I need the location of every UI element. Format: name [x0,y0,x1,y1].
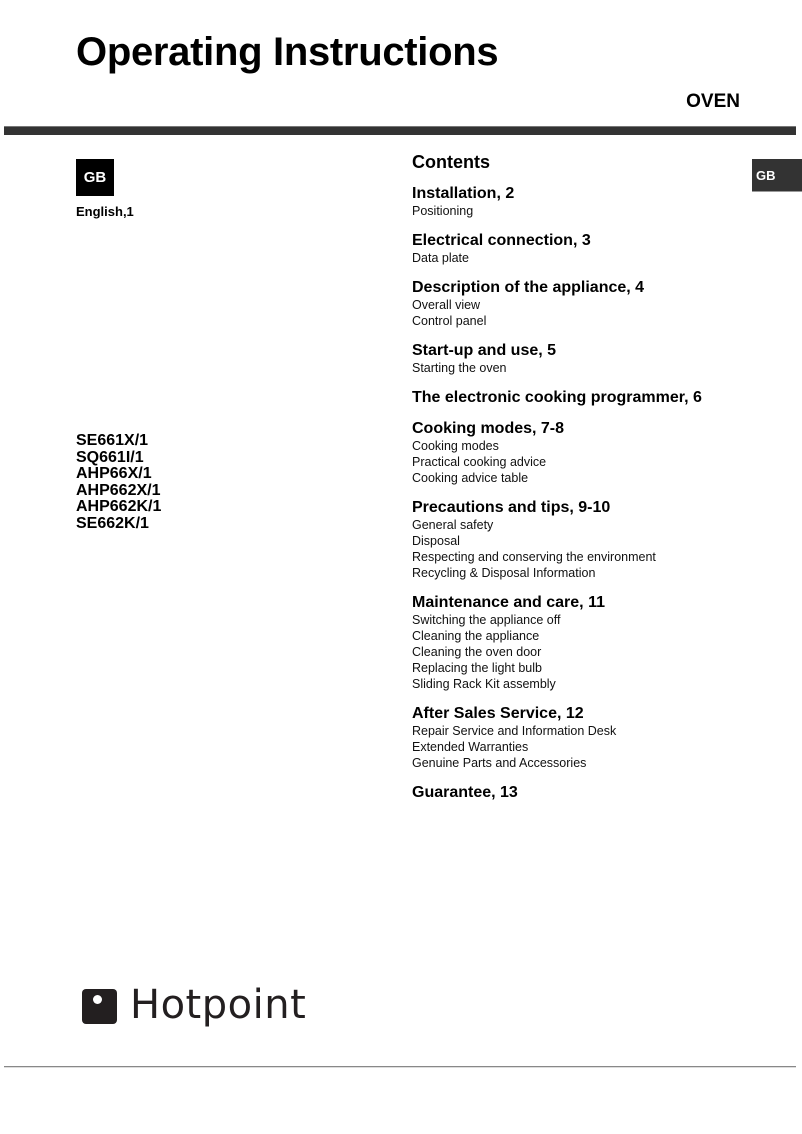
toc-heading: Electrical connection, 3 [412,232,591,249]
toc-item: Extended Warranties [412,740,529,754]
model-number: SQ661I/1 [76,448,144,466]
model-number: AHP662X/1 [76,481,161,499]
toc-item: Replacing the light bulb [412,661,542,675]
toc-item: Cooking modes [412,439,499,453]
model-number: SE661X/1 [76,432,149,449]
toc-item: Positioning [412,204,474,218]
toc-item: Disposal [412,534,460,548]
footer-divider [4,1066,796,1068]
toc-heading: Precautions and tips, 9-10 [412,499,611,516]
model-number: SE662K/1 [76,514,149,532]
toc-item: General safety [412,518,494,532]
toc-heading: Maintenance and care, 11 [412,594,605,611]
document-title: Operating Instructions [76,30,499,74]
language-badge: GB [76,159,114,196]
toc-section-cooking-modes [412,419,772,486]
toc-section-programmer [412,388,772,407]
hotpoint-logo-mark-icon [82,989,117,1024]
toc-item: Cleaning the appliance [412,629,540,643]
toc-item: Respecting and conserving the environment [412,550,656,564]
toc-item: Recycling & Disposal Information [412,566,596,580]
toc-item: Cleaning the oven door [412,645,542,659]
toc-section-maintenance [412,593,772,692]
toc-heading: Guarantee, 13 [412,784,518,801]
model-list [76,433,161,532]
hotpoint-logo [82,982,307,1028]
toc-section-electrical [412,231,772,266]
toc-item: Overall view [412,298,481,312]
toc-item: Practical cooking advice [412,455,547,469]
language-side-tab: GB [752,159,802,192]
toc-heading: The electronic cooking programmer, 6 [412,389,702,406]
toc-item: Repair Service and Information Desk [412,724,617,738]
model-number: AHP66X/1 [76,465,152,482]
toc-heading: Description of the appliance, 4 [412,279,645,296]
toc-item: Switching the appliance off [412,613,561,627]
toc-heading: After Sales Service, 12 [412,705,584,722]
toc-heading: Installation, 2 [412,185,515,202]
toc-section-guarantee [412,783,772,802]
toc-heading: Start-up and use, 5 [412,342,557,359]
toc-section-description [412,278,772,329]
toc-heading: Cooking modes, 7-8 [412,420,565,437]
brand-name: Hotpoint [130,982,307,1028]
toc-item: Control panel [412,314,487,328]
toc-item: Sliding Rack Kit assembly [412,677,556,691]
language-reference: English,1 [76,204,134,219]
header-divider-bar [4,126,796,135]
toc-section-startup [412,341,772,376]
model-number: AHP662K/1 [76,498,162,515]
toc-section-precautions [412,498,772,581]
toc-item: Genuine Parts and Accessories [412,756,587,770]
toc-item: Cooking advice table [412,471,529,485]
toc-item: Data plate [412,251,469,265]
toc-section-installation [412,184,772,219]
table-of-contents [412,151,772,814]
contents-title: Contents [412,152,490,172]
toc-section-after-sales [412,704,772,771]
toc-item: Starting the oven [412,361,507,375]
product-type: OVEN [686,91,740,112]
